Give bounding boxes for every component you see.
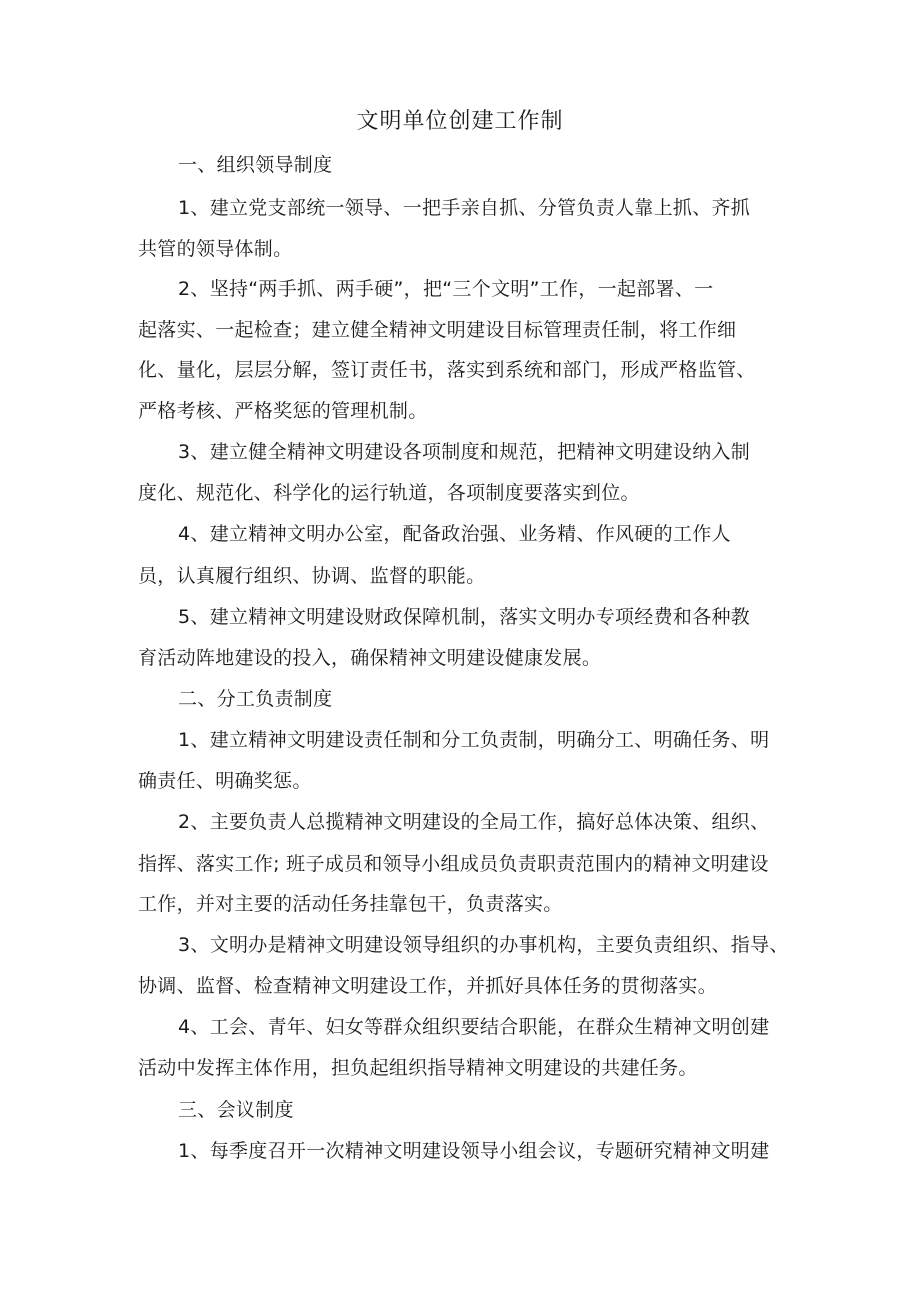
- paragraph-line: 员，认真履行组织、协调、监督的职能。: [138, 565, 486, 587]
- paragraph-line: 2、坚持“两手抓、两手硬”，把“三个文明”工作，一起部署、一: [178, 278, 714, 300]
- paragraph-line: 起落实、一起检查；建立健全精神文明建设目标管理责任制，将工作细: [138, 319, 737, 341]
- paragraph-line: 3、文明办是精神文明建设领导组织的办事机构，主要负责组织、指导、: [178, 934, 789, 956]
- paragraph-line: 化、量化，层层分解，签订责任书，落实到系统和部门，形成严格监管、: [138, 359, 756, 381]
- paragraph-line: 1、建立党支部统一领导、一把手亲自抓、分管负责人靠上抓、齐抓: [178, 197, 751, 219]
- paragraph-line: 3、建立健全精神文明建设各项制度和规范，把精神文明建设纳入制: [178, 441, 751, 463]
- paragraph-line: 确责任、明确奖惩。: [138, 770, 312, 792]
- paragraph-line: 育活动阵地建设的投入，确保精神文明建设健康发展。: [138, 647, 602, 669]
- paragraph-line: 活动中发挥主体作用，担负起组织指导精神文明建设的共建任务。: [138, 1057, 698, 1079]
- paragraph-line: 协调、监督、检查精神文明建设工作，并抓好具体任务的贯彻落实。: [138, 975, 718, 997]
- section-heading-meeting: 三、会议制度: [178, 1099, 294, 1121]
- paragraph-line: 5、建立精神文明建设财政保障机制，落实文明办专项经费和各种教: [178, 606, 751, 628]
- paragraph-line: 4、建立精神文明办公室，配备政治强、业务精、作风硬的工作人: [178, 523, 731, 545]
- paragraph-line: 指挥、落实工作; 班子成员和领导小组成员负责职责范围内的精神文明建设: [138, 853, 769, 875]
- section-heading-division: 二、分工负责制度: [178, 688, 333, 710]
- paragraph-line: 2、主要负责人总揽精神文明建设的全局工作，搞好总体决策、组织、: [178, 811, 770, 833]
- paragraph-line: 1、建立精神文明建设责任制和分工负责制，明确分工、明确任务、明: [178, 729, 770, 751]
- section-heading-leadership: 一、组织领导制度: [178, 154, 333, 176]
- paragraph-line: 共管的领导体制。: [138, 238, 293, 260]
- paragraph-line: 工作，并对主要的活动任务挂靠包干，负责落实。: [138, 893, 563, 915]
- paragraph-line: 4、工会、青年、妇女等群众组织要结合职能，在群众生精神文明创建: [178, 1016, 770, 1038]
- paragraph-line: 1、每季度召开一次精神文明建设领导小组会议，专题研究精神文明建: [178, 1140, 770, 1162]
- paragraph-line: 度化、规范化、科学化的运行轨道，各项制度要落实到位。: [138, 482, 640, 504]
- document-title: 文明单位创建工作制: [356, 109, 564, 134]
- paragraph-line: 严格考核、严格奖惩的管理机制。: [138, 400, 428, 422]
